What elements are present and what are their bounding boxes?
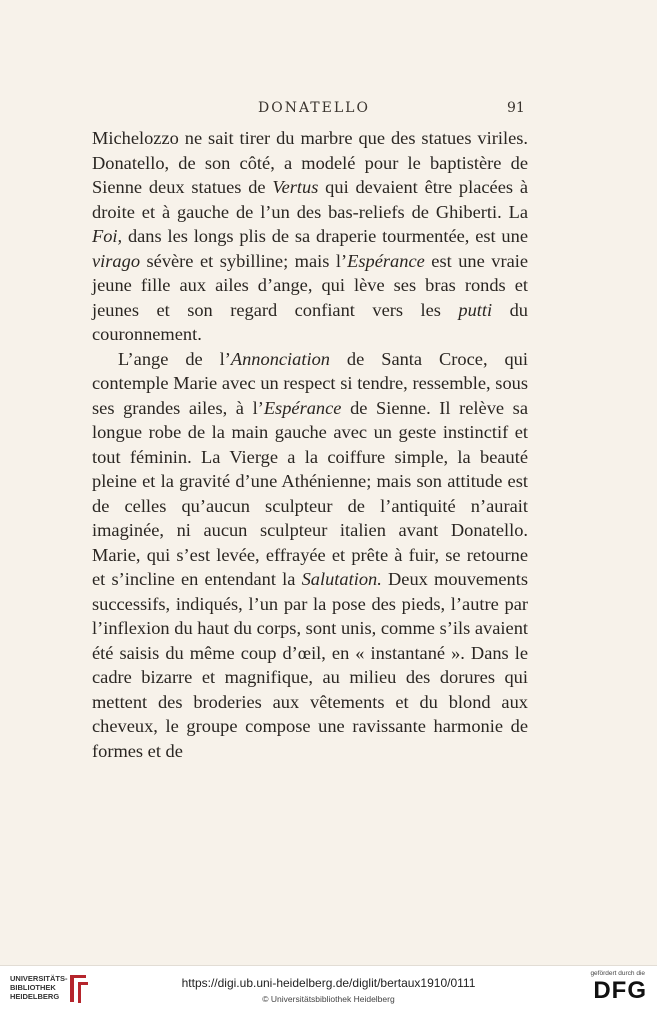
copyright-notice: © Universitätsbibliothek Heidelberg	[262, 994, 395, 1004]
viewer-footer	[0, 965, 657, 1011]
text-run: L’ange de l’	[118, 348, 231, 369]
running-title: DONATELLO	[258, 100, 370, 116]
italic-run: Vertus	[272, 177, 319, 197]
body-text	[92, 126, 528, 763]
text-run: de Santa Croce, qui contemple Marie avec un respect si tendre, ressemble, sous ses grandes ailes, à l’	[92, 348, 528, 418]
text-run: Michelozzo ne sait tirer du marbre que des statues viriles. Donatello, de son côté, a modelé pour le baptistère de Sienne deux statues de	[92, 128, 528, 197]
permalink-url[interactable]: https://digi.ub.uni-heidelberg.de/diglit/bertaux1910/0111	[181, 976, 476, 990]
page-number: 91	[507, 100, 525, 116]
italic-run: virago	[92, 250, 141, 271]
text-run: est une vraie jeune fille aux ailes d’ange, qui lève ses bras ronds et jeunes et son regard confiant vers les	[92, 250, 529, 320]
text-run: du couronnement.	[92, 299, 528, 344]
text-run: dans les longs plis de sa draperie tourmentée, est une	[122, 226, 528, 246]
library-name-line: HEIDELBERG	[10, 992, 60, 1001]
dfg-logo: DFG	[593, 977, 647, 1004]
italic-run: putti	[458, 299, 493, 320]
text-run: de Sienne. Il relève sa longue robe de la main gauche avec un geste instinctif et tout féminin. La Vierge a la coiffure simple, la beauté pleine et la gravité d’une Athénienne; mais son attitude est de celles qu’aucun sculpteur de l’antiquité n’aurait imaginée, ni aucun sculpteur italien avant Donatello. Marie, qui s’est levée, effrayée et prête à fuir, se retourne et s’incline en entendant la	[92, 397, 528, 589]
funder-label: gefördert durch die	[590, 970, 645, 977]
library-name-line: BIBLIOTHEK	[10, 983, 56, 992]
italic-run: Foi,	[92, 226, 123, 246]
italic-run: Salutation.	[301, 569, 382, 589]
library-name-line: UNIVERSITÄTS-	[10, 974, 68, 983]
text-run: qui devaient être placées à droite et à gauche de l’un des bas-reliefs de Ghiberti. La	[92, 177, 528, 222]
text-run: sévère et sybilline; mais l’	[140, 250, 348, 271]
italic-run: Espérance	[263, 397, 342, 418]
paragraph-2	[92, 347, 528, 764]
italic-run: Espérance	[347, 250, 425, 271]
paragraph-1	[92, 126, 528, 347]
italic-run: Annonciation	[230, 348, 330, 369]
text-run: Deux mouvements successifs, indiqués, l’un par la pose des pieds, l’autre par l’inflexion du haut du corps, sont unis, comme s’ils avaient été saisis du même coup d’œil, en « instantané ». Dans le cadre bizarre et magnifique, au milieu des dorures qui mettent des broderies aux vêtements et du blond aux cheveux, le groupe compose une ravissante harmonie de formes et de	[92, 569, 528, 761]
